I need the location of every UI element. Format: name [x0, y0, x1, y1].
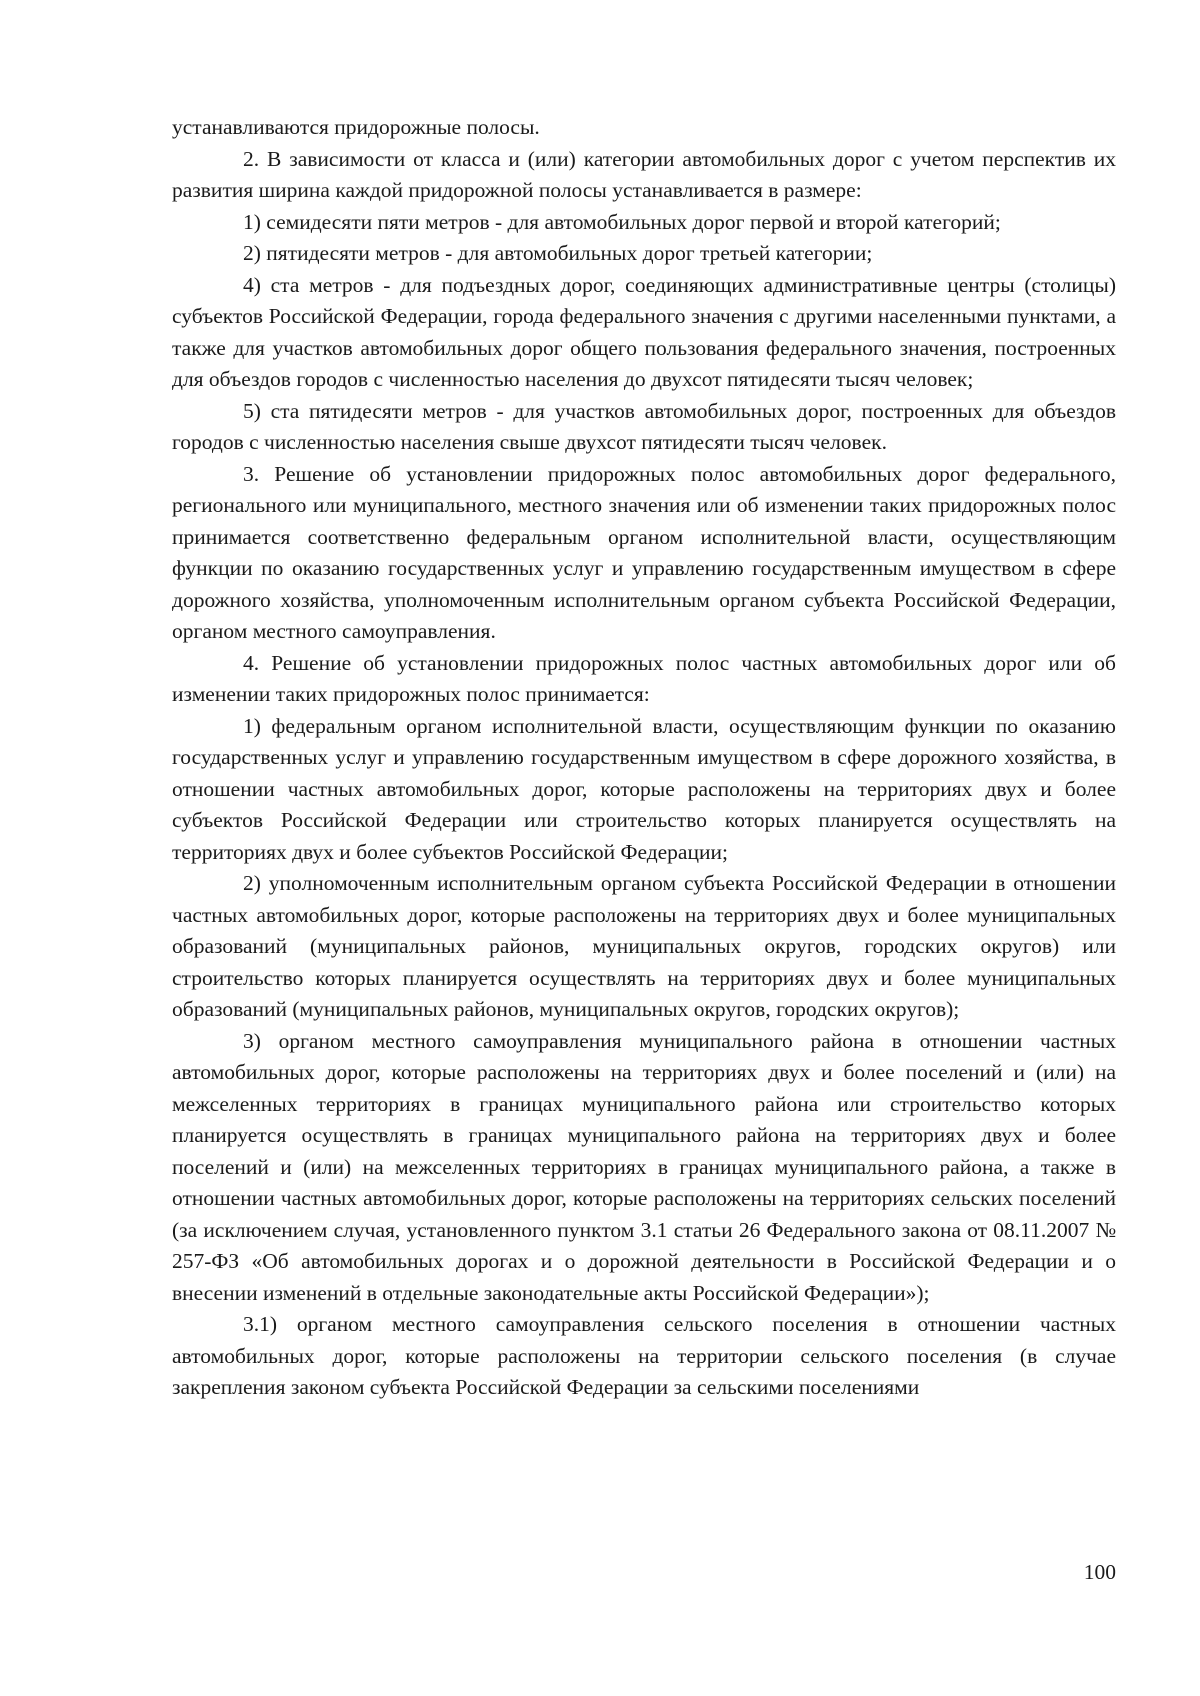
- page-number: 100: [1083, 1560, 1116, 1584]
- paragraph-subitem-2-2: 2) пятидесяти метров - для автомобильных дорог третьей категории;: [243, 241, 873, 265]
- paragraph-subitem-4-1: 1) федеральным органом исполнительной власти, осуществляющим функции по оказанию государственных услуг и управлению государственным имуществом в сфере дорожного хозяйства, в отношении частных автомобильных дорог, которые расположены на территориях двух и более субъектов Российской Федерации или строительство которых планируется осуществлять на территориях двух и более субъектов Российской Федерации;: [172, 713, 1116, 864]
- paragraph-subitem-2-1: 1) семидесяти пяти метров - для автомобильных дорог первой и второй категорий;: [243, 209, 1001, 234]
- paragraph-subitem-2-5: 5) ста пятидесяти метров - для участков автомобильных дорог, построенных для объездов городов с численностью населения свыше двухсот пятидесяти тысяч человек.: [172, 398, 1116, 454]
- document-body: [172, 112, 1116, 1404]
- paragraph-subitem-4-3: 3) органом местного самоуправления муниципального района в отношении частных автомобильных дорог, которые расположены на территориях двух и более поселений и (или) на межселенных территориях в границах муниципального района или строительство которых планируется осуществлять в границах муниципального района на территориях двух и более поселений и (или) на межселенных территориях в границах муниципального района, а также в отношении частных автомобильных дорог, которые расположены на территориях сельских поселений (за исключением случая, установленного пунктом 3.1 статьи 26 Федерального закона от 08.11.2007 № 257-ФЗ «Об автомобильных дорогах и о дорожной деятельности в Российской Федерации и о внесении изменений в отдельные законодательные акты Российской Федерации»);: [172, 1028, 1116, 1305]
- paragraph-continuation: устанавливаются придорожные полосы.: [172, 115, 540, 139]
- paragraph-subitem-4-3-1: 3.1) органом местного самоуправления сельского поселения в отношении частных автомобильных дорог, которые расположены на территории сельского поселения (в случае закрепления законом субъекта Российской Федерации за сельскими поселениями: [172, 1312, 1116, 1399]
- paragraph-item-3: 3. Решение об установлении придорожных полос автомобильных дорог федерального, регионального или муниципального, местного значения или об изменении таких придорожных полос принимается соответственно федеральным органом исполнительной власти, осуществляющим функции по оказанию государственных услуг и управлению государственным имуществом в сфере дорожного хозяйства, уполномоченным исполнительным органом субъекта Российской Федерации, органом местного самоуправления.: [172, 461, 1116, 643]
- paragraph-item-2: 2. В зависимости от класса и (или) категории автомобильных дорог с учетом перспектив их развития ширина каждой придорожной полосы устанавливается в размере:: [172, 146, 1116, 202]
- paragraph-subitem-2-4: 4) ста метров - для подъездных дорог, соединяющих административные центры (столицы) субъектов Российской Федерации, города федерального значения с другими населенными пунктами, а также для участков автомобильных дорог общего пользования федерального значения, построенных для объездов городов с численностью населения до двухсот пятидесяти тысяч человек;: [172, 272, 1116, 391]
- paragraph-item-4: 4. Решение об установлении придорожных полос частных автомобильных дорог или об изменении таких придорожных полос принимается:: [172, 650, 1116, 706]
- paragraph-subitem-4-2: 2) уполномоченным исполнительным органом субъекта Российской Федерации в отношении частных автомобильных дорог, которые расположены на территориях двух и более муниципальных образований (муниципальных районов, муниципальных округов, городских округов) или строительство которых планируется осуществлять на территориях двух и более муниципальных образований (муниципальных районов, муниципальных округов, городских округов);: [172, 871, 1116, 1021]
